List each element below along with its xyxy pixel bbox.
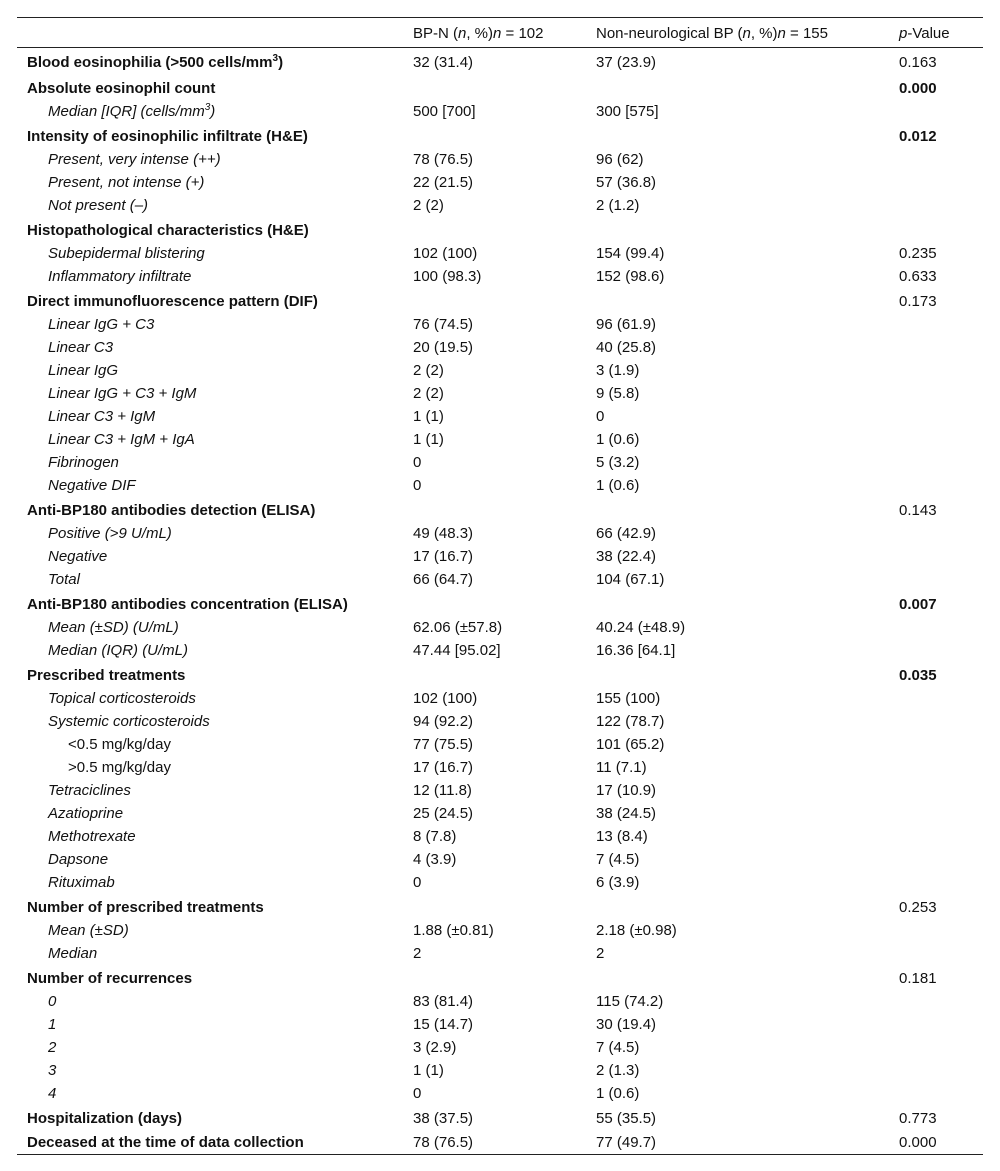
non-neurological-value bbox=[596, 217, 899, 242]
p-value bbox=[899, 687, 983, 710]
row-label: Methotrexate bbox=[48, 827, 136, 845]
table-row bbox=[17, 545, 983, 568]
row-label: <0.5 mg/kg/day bbox=[68, 735, 171, 753]
non-neurological-value: 57 (36.8) bbox=[596, 173, 657, 191]
non-neurological-value: 101 (65.2) bbox=[596, 735, 665, 753]
p-value bbox=[899, 474, 983, 497]
p-value bbox=[899, 639, 983, 662]
non-neurological-value: 96 (61.9) bbox=[596, 315, 657, 333]
bpn-value: 17 (16.7) bbox=[413, 547, 474, 565]
non-neurological-value: 115 (74.2) bbox=[596, 992, 664, 1010]
row-label: Subepidermal blistering bbox=[48, 244, 205, 262]
p-value bbox=[899, 779, 983, 802]
non-neurological-value bbox=[596, 894, 899, 919]
table-row bbox=[17, 405, 983, 428]
non-neurological-value bbox=[596, 662, 899, 687]
bpn-value: 2 (2) bbox=[413, 196, 444, 214]
bpn-value: 2 (2) bbox=[413, 361, 444, 379]
bpn-value bbox=[403, 894, 596, 919]
non-neurological-value: 104 (67.1) bbox=[596, 570, 665, 588]
bpn-value: 102 (100) bbox=[413, 689, 478, 707]
row-label: Linear C3 + IgM + IgA bbox=[48, 430, 195, 448]
non-neurological-value: 40 (25.8) bbox=[596, 338, 657, 356]
p-value bbox=[899, 359, 983, 382]
table-row bbox=[17, 474, 983, 497]
header-row bbox=[17, 18, 983, 48]
table-row bbox=[17, 848, 983, 871]
header-bpn: BP-N (n, %)n = 102 bbox=[413, 24, 544, 42]
bpn-value: 49 (48.3) bbox=[413, 524, 474, 542]
non-neurological-value: 1 (0.6) bbox=[596, 1084, 640, 1102]
section-row bbox=[17, 591, 983, 616]
table-row bbox=[17, 100, 983, 123]
non-neurological-value: 7 (4.5) bbox=[596, 1038, 640, 1056]
bpn-value: 32 (31.4) bbox=[413, 53, 474, 71]
bpn-value: 4 (3.9) bbox=[413, 850, 457, 868]
non-neurological-value: 37 (23.9) bbox=[596, 53, 657, 71]
section-row bbox=[17, 1130, 983, 1155]
non-neurological-value: 6 (3.9) bbox=[596, 873, 640, 891]
row-label: Dapsone bbox=[48, 850, 109, 868]
row-label: Anti-BP180 antibodies detection (ELISA) bbox=[27, 501, 316, 519]
row-label: Present, not intense (+) bbox=[48, 173, 205, 191]
p-value: 0.633 bbox=[899, 267, 937, 285]
p-value bbox=[899, 802, 983, 825]
p-value bbox=[899, 568, 983, 591]
table-row bbox=[17, 871, 983, 894]
non-neurological-value: 154 (99.4) bbox=[596, 244, 665, 262]
results-table-container bbox=[17, 17, 983, 1155]
p-value bbox=[899, 194, 983, 217]
p-value bbox=[899, 1082, 983, 1105]
non-neurological-value: 5 (3.2) bbox=[596, 453, 640, 471]
p-value: 0.173 bbox=[899, 292, 937, 310]
non-neurological-value: 2 (1.2) bbox=[596, 196, 640, 214]
table-row bbox=[17, 336, 983, 359]
non-neurological-value bbox=[596, 288, 899, 313]
p-value: 0.253 bbox=[899, 898, 937, 916]
non-neurological-value: 55 (35.5) bbox=[596, 1109, 657, 1127]
row-label: Blood eosinophilia (>500 cells/$mm^3$) bbox=[27, 52, 284, 71]
p-value: 0.035 bbox=[899, 666, 937, 684]
non-neurological-value: 11 (7.1) bbox=[596, 758, 647, 776]
non-neurological-value: 77 (49.7) bbox=[596, 1134, 657, 1152]
row-label: 4 bbox=[48, 1084, 57, 1102]
non-neurological-value: 122 (78.7) bbox=[596, 712, 665, 730]
row-label: Number of recurrences bbox=[27, 969, 193, 987]
section-row bbox=[17, 75, 983, 100]
table-row bbox=[17, 265, 983, 288]
section-row bbox=[17, 48, 983, 75]
bpn-value bbox=[403, 497, 596, 522]
row-label: Linear IgG bbox=[48, 361, 119, 379]
row-label: Fibrinogen bbox=[48, 453, 119, 471]
row-label: Linear IgG + C3 bbox=[48, 315, 155, 333]
table-row bbox=[17, 313, 983, 336]
table-row bbox=[17, 733, 983, 756]
bpn-value: 1 (1) bbox=[413, 430, 444, 448]
row-label: 2 bbox=[48, 1038, 57, 1056]
bpn-value: 20 (19.5) bbox=[413, 338, 474, 356]
bpn-value: 38 (37.5) bbox=[413, 1109, 474, 1127]
non-neurological-value: 0 bbox=[596, 407, 605, 425]
table-row bbox=[17, 171, 983, 194]
non-neurological-value: 66 (42.9) bbox=[596, 524, 657, 542]
bpn-value: 2 bbox=[413, 944, 422, 962]
header-non-neurological: Non-neurological BP (n, %)n = 155 bbox=[596, 24, 828, 42]
non-neurological-value: 152 (98.6) bbox=[596, 267, 665, 285]
row-label: 1 bbox=[48, 1015, 57, 1033]
table-row bbox=[17, 802, 983, 825]
p-value bbox=[899, 871, 983, 894]
bpn-value bbox=[403, 591, 596, 616]
bpn-value: 83 (81.4) bbox=[413, 992, 474, 1010]
non-neurological-value bbox=[596, 497, 899, 522]
p-value: 0.000 bbox=[899, 79, 937, 97]
results-table bbox=[17, 17, 983, 1155]
table-row bbox=[17, 242, 983, 265]
bpn-value: 102 (100) bbox=[413, 244, 478, 262]
row-label: Systemic corticosteroids bbox=[48, 712, 210, 730]
non-neurological-value: 13 (8.4) bbox=[596, 827, 648, 845]
non-neurological-value: 38 (22.4) bbox=[596, 547, 657, 565]
p-value: 0.773 bbox=[899, 1109, 937, 1127]
p-value bbox=[899, 522, 983, 545]
row-label: Histopathological characteristics (H&E) bbox=[27, 221, 309, 239]
table-header bbox=[17, 18, 983, 48]
p-value bbox=[899, 171, 983, 194]
p-value bbox=[899, 545, 983, 568]
bpn-value: 17 (16.7) bbox=[413, 758, 474, 776]
table-row bbox=[17, 710, 983, 733]
table-row bbox=[17, 942, 983, 965]
row-label: Median (IQR) (U/mL) bbox=[48, 641, 189, 659]
p-value: 0.012 bbox=[899, 127, 937, 145]
table-row bbox=[17, 919, 983, 942]
bpn-value: 3 (2.9) bbox=[413, 1038, 457, 1056]
table-row bbox=[17, 616, 983, 639]
non-neurological-value: 30 (19.4) bbox=[596, 1015, 657, 1033]
bpn-value: 22 (21.5) bbox=[413, 173, 474, 191]
table-row bbox=[17, 756, 983, 779]
row-label: Linear IgG + C3 + IgM bbox=[48, 384, 197, 402]
row-label: Anti-BP180 antibodies concentration (ELISA) bbox=[27, 595, 348, 613]
bpn-value bbox=[403, 217, 596, 242]
row-label: Rituximab bbox=[48, 873, 115, 891]
bpn-value: 100 (98.3) bbox=[413, 267, 482, 285]
row-label: Inflammatory infiltrate bbox=[48, 267, 192, 285]
non-neurological-value: 96 (62) bbox=[596, 150, 644, 168]
p-value bbox=[899, 756, 983, 779]
table-row bbox=[17, 687, 983, 710]
non-neurological-value: 155 (100) bbox=[596, 689, 661, 707]
non-neurological-value: 40.24 (±48.9) bbox=[596, 618, 686, 636]
row-label: 3 bbox=[48, 1061, 57, 1079]
table-row bbox=[17, 359, 983, 382]
row-label: Total bbox=[48, 570, 80, 588]
section-row bbox=[17, 662, 983, 687]
p-value bbox=[899, 313, 983, 336]
row-label: Linear C3 + IgM bbox=[48, 407, 156, 425]
section-row bbox=[17, 123, 983, 148]
table-row bbox=[17, 825, 983, 848]
p-value bbox=[899, 825, 983, 848]
p-value bbox=[899, 710, 983, 733]
row-label: Direct immunofluorescence pattern (DIF) bbox=[27, 292, 318, 310]
bpn-value: 78 (76.5) bbox=[413, 150, 474, 168]
p-value bbox=[899, 1036, 983, 1059]
bpn-value: 8 (7.8) bbox=[413, 827, 457, 845]
non-neurological-value: 300 [575] bbox=[596, 102, 659, 120]
non-neurological-value: 3 (1.9) bbox=[596, 361, 640, 379]
p-value: 0.143 bbox=[899, 501, 937, 519]
p-value: 0.007 bbox=[899, 595, 937, 613]
p-value bbox=[899, 919, 983, 942]
row-label: Positive (>9 U/mL) bbox=[48, 524, 172, 542]
row-label: Not present (–) bbox=[48, 196, 149, 214]
bpn-value: 1 (1) bbox=[413, 407, 444, 425]
p-value bbox=[899, 942, 983, 965]
bpn-value bbox=[403, 75, 596, 100]
p-value bbox=[899, 616, 983, 639]
table-row bbox=[17, 428, 983, 451]
row-label: Present, very intense (++) bbox=[48, 150, 221, 168]
section-row bbox=[17, 497, 983, 522]
table-row bbox=[17, 194, 983, 217]
row-label: Tetraciclines bbox=[48, 781, 131, 799]
section-row bbox=[17, 894, 983, 919]
table-row bbox=[17, 1082, 983, 1105]
non-neurological-value: 2.18 (±0.98) bbox=[596, 921, 677, 939]
p-value: 0.235 bbox=[899, 244, 937, 262]
bpn-value: 1.88 (±0.81) bbox=[413, 921, 494, 939]
non-neurological-value: 2 bbox=[596, 944, 605, 962]
row-label: Median bbox=[48, 944, 98, 962]
section-row bbox=[17, 965, 983, 990]
row-label: 0 bbox=[48, 992, 57, 1010]
bpn-value: 0 bbox=[413, 476, 422, 494]
bpn-value: 77 (75.5) bbox=[413, 735, 474, 753]
non-neurological-value bbox=[596, 123, 899, 148]
bpn-value bbox=[403, 123, 596, 148]
bpn-value: 2 (2) bbox=[413, 384, 444, 402]
row-label: Negative bbox=[48, 547, 108, 565]
p-value bbox=[899, 336, 983, 359]
non-neurological-value: 1 (0.6) bbox=[596, 476, 640, 494]
section-row bbox=[17, 217, 983, 242]
non-neurological-value: 16.36 [64.1] bbox=[596, 641, 676, 659]
non-neurological-value: 1 (0.6) bbox=[596, 430, 640, 448]
table-row bbox=[17, 522, 983, 545]
non-neurological-value: 9 (5.8) bbox=[596, 384, 640, 402]
table-row bbox=[17, 639, 983, 662]
p-value bbox=[899, 382, 983, 405]
bpn-value: 15 (14.7) bbox=[413, 1015, 474, 1033]
table-body bbox=[17, 48, 983, 1155]
p-value: 0.000 bbox=[899, 1134, 937, 1152]
p-value bbox=[899, 100, 983, 123]
p-value bbox=[899, 451, 983, 474]
bpn-value: 94 (92.2) bbox=[413, 712, 474, 730]
row-label: Linear C3 bbox=[48, 338, 114, 356]
bpn-value: 66 (64.7) bbox=[413, 570, 474, 588]
bpn-value: 500 [700] bbox=[413, 102, 476, 120]
non-neurological-value bbox=[596, 965, 899, 990]
header-label-cell bbox=[17, 18, 403, 48]
p-value: 0.163 bbox=[899, 53, 937, 71]
bpn-value: 62.06 (±57.8) bbox=[413, 618, 503, 636]
table-row bbox=[17, 1059, 983, 1082]
table-row bbox=[17, 568, 983, 591]
non-neurological-value bbox=[596, 591, 899, 616]
row-label: Topical corticosteroids bbox=[48, 689, 196, 707]
bpn-value: 25 (24.5) bbox=[413, 804, 474, 822]
row-label: Deceased at the time of data collection bbox=[27, 1134, 304, 1152]
bpn-value: 0 bbox=[413, 873, 422, 891]
row-label: Azatioprine bbox=[48, 804, 124, 822]
row-label: Negative DIF bbox=[48, 476, 136, 494]
p-value: 0.181 bbox=[899, 969, 937, 987]
non-neurological-value: 17 (10.9) bbox=[596, 781, 657, 799]
non-neurological-value: 38 (24.5) bbox=[596, 804, 657, 822]
non-neurological-value: 2 (1.3) bbox=[596, 1061, 640, 1079]
bpn-value: 76 (74.5) bbox=[413, 315, 474, 333]
row-label: Prescribed treatments bbox=[27, 666, 186, 684]
table-row bbox=[17, 779, 983, 802]
p-value bbox=[899, 405, 983, 428]
row-label: Mean (±SD) (U/mL) bbox=[48, 618, 179, 636]
p-value bbox=[899, 148, 983, 171]
section-row bbox=[17, 1105, 983, 1130]
row-label: Absolute eosinophil count bbox=[27, 79, 216, 97]
row-label: Mean (±SD) bbox=[48, 921, 129, 939]
p-value bbox=[899, 217, 983, 242]
bpn-value: 0 bbox=[413, 1084, 422, 1102]
table-row bbox=[17, 990, 983, 1013]
table-row bbox=[17, 382, 983, 405]
row-label: Intensity of eosinophilic infiltrate (H&E) bbox=[27, 127, 308, 145]
p-value bbox=[899, 1013, 983, 1036]
bpn-value bbox=[403, 288, 596, 313]
p-value bbox=[899, 733, 983, 756]
row-label: Median [IQR] $(cells/mm^3)$ bbox=[48, 101, 216, 120]
row-label: Number of prescribed treatments bbox=[27, 898, 264, 916]
table-row bbox=[17, 1036, 983, 1059]
p-value bbox=[899, 428, 983, 451]
bpn-value: 0 bbox=[413, 453, 422, 471]
row-label: Hospitalization (days) bbox=[27, 1109, 183, 1127]
bpn-value bbox=[403, 965, 596, 990]
p-value bbox=[899, 848, 983, 871]
section-row bbox=[17, 288, 983, 313]
p-value bbox=[899, 990, 983, 1013]
bpn-value: 78 (76.5) bbox=[413, 1134, 474, 1152]
table-row bbox=[17, 1013, 983, 1036]
non-neurological-value: 7 (4.5) bbox=[596, 850, 640, 868]
bpn-value bbox=[403, 662, 596, 687]
bpn-value: 1 (1) bbox=[413, 1061, 444, 1079]
header-p-value: p-Value bbox=[899, 24, 950, 42]
non-neurological-value bbox=[596, 75, 899, 100]
bpn-value: 12 (11.8) bbox=[413, 781, 472, 799]
table-row bbox=[17, 451, 983, 474]
table-row bbox=[17, 148, 983, 171]
p-value bbox=[899, 1059, 983, 1082]
bpn-value: 47.44 [95.02] bbox=[413, 641, 501, 659]
row-label: >0.5 mg/kg/day bbox=[68, 758, 171, 776]
